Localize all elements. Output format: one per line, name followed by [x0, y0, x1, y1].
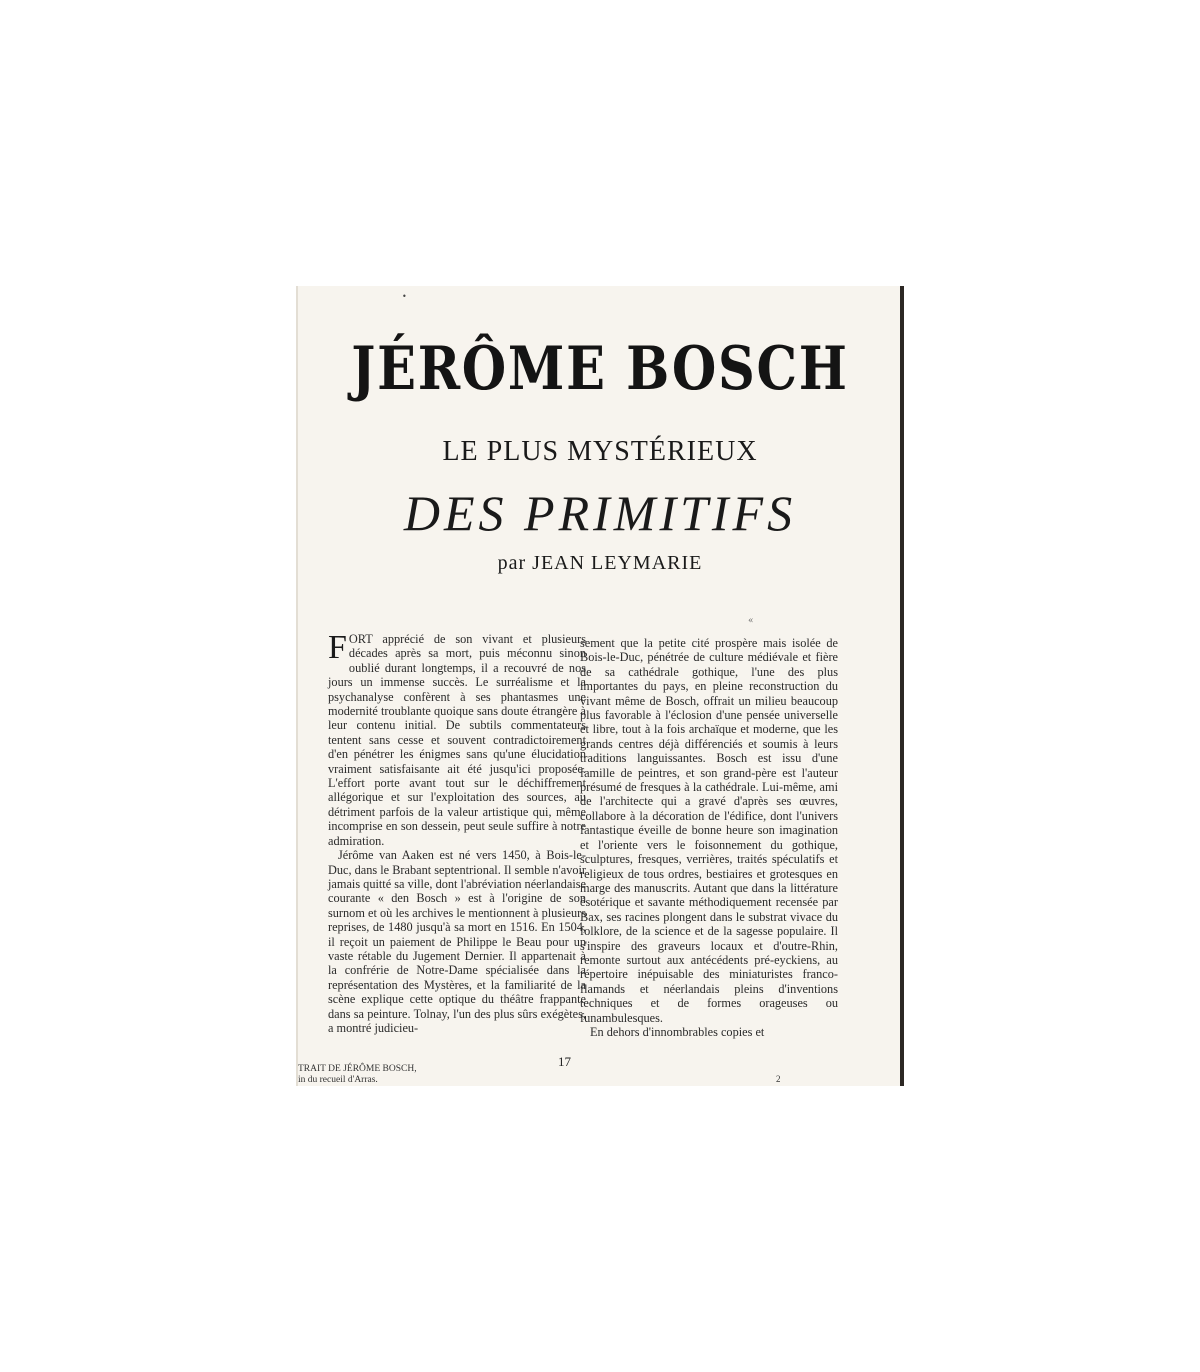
page-speck: •: [402, 292, 407, 301]
article-title: JÉRÔME BOSCH: [351, 334, 849, 404]
article-subtitle-line1: LE PLUS MYSTÉRIEUX: [442, 436, 758, 467]
paragraph: Jérôme van Aaken est né vers 1450, à Bois-le-Duc, dans le Brabant septentrional. Il semble n'avoir jamais quitté sa ville, dont l'abréviation néerlandaise courante « den Bosch » est à l'origine de son surnom et où les archives le mentionnent à plusieurs reprises, de 1480 jusqu'à sa mort en 1516. En 1504, il reçoit un paiement de Philippe le Beau pour un vaste rétable du Jugement Dernier. Il appartenait à la confrérie de Notre-Dame spécialisée dans la représentation des Mystères, et la familiarité de la scène explique cette optique du théâtre frappante dans sa peinture. Tolnay, l'un des plus sûrs exégètes, a montré judicieu-: [328, 848, 586, 1035]
article-byline: par JEAN LEYMARIE: [497, 552, 703, 574]
plate-number: 2: [776, 1074, 781, 1084]
paragraph: [328, 629, 586, 848]
page-number: 17: [558, 1054, 571, 1069]
caption-line: in du recueil d'Arras.: [298, 1075, 378, 1085]
text-column-left: [328, 629, 586, 1035]
page-mark: «: [748, 616, 754, 626]
drop-cap: F: [328, 629, 347, 666]
figure-caption: [298, 1064, 417, 1086]
caption-line: TRAIT DE JÉRÔME BOSCH,: [298, 1064, 417, 1074]
magazine-page: [296, 286, 904, 1086]
article-subtitle-line2: DES PRIMITIFS: [403, 485, 797, 541]
page-left-edge: [296, 286, 298, 1086]
text-column-right: [580, 636, 838, 1039]
paragraph: sement que la petite cité prospère mais isolée de Bois-le-Duc, pénétrée de culture médiévale et fière de sa cathédrale gothique, l'une des plus importantes du pays, en pleine reconstruction du vivant même de Bosch, offrait un milieu beaucoup plus favorable à l'éclosion d'une pensée universelle et libre, tout à la fois archaïque et moderne, que les grands centres déjà différenciés et soumis à leurs traditions languissantes. Bosch est issu d'une famille de peintres, et son grand-père est l'auteur présumé de fresques à la cathédrale. Lui-même, ami de l'architecte qui a gravé d'après ses œuvres, collabore à la décoration de l'édifice, dont l'univers fantastique éveille de bonne heure son imagination et l'oriente vers le foisonnement du gothique, sculptures, fresques, verrières, traités spéculatifs et religieux de tous ordres, bestiaires et grotesques en marge des manuscrits. Autant que dans la littérature ésotérique et savante méthodiquement recensée par Bax, ses racines plongent dans le substrat vivace du folklore, de la science et de la sagesse populaire. Il s'inspire des graveurs locaux et d'outre-Rhin, remonte surtout aux antécédents pré-eyckiens, au répertoire inépuisable des miniaturistes franco-flamands et néerlandais pleins d'inventions techniques et de formes orageuses ou funambulesques.: [580, 636, 838, 1025]
paragraph-text: ORT apprécié de son vivant et plusieurs décades après sa mort, puis méconnu sinon oublié durant longtemps, il a recouvré de nos jours un immense succès. Le surréalisme et la psychanalyse confèrent à ses phantasmes une modernité troublante quoique sans doute étrangère à leur contenu initial. De subtils commentateurs tentent sans cesse et souvent contradictoirement d'en pénétrer les énigmes sans qu'une élucidation vraiment satisfaisante ait été jusqu'ici proposée. L'effort porte avant tout sur le déchiffrement allégorique et sur l'exploitation des sources, au détriment parfois de la valeur artistique qui, même incomprise en son dessein, peut seule suffire à notre admiration.: [328, 632, 586, 848]
paragraph: En dehors d'innombrables copies et: [590, 1024, 765, 1039]
page-right-edge: [900, 286, 904, 1086]
